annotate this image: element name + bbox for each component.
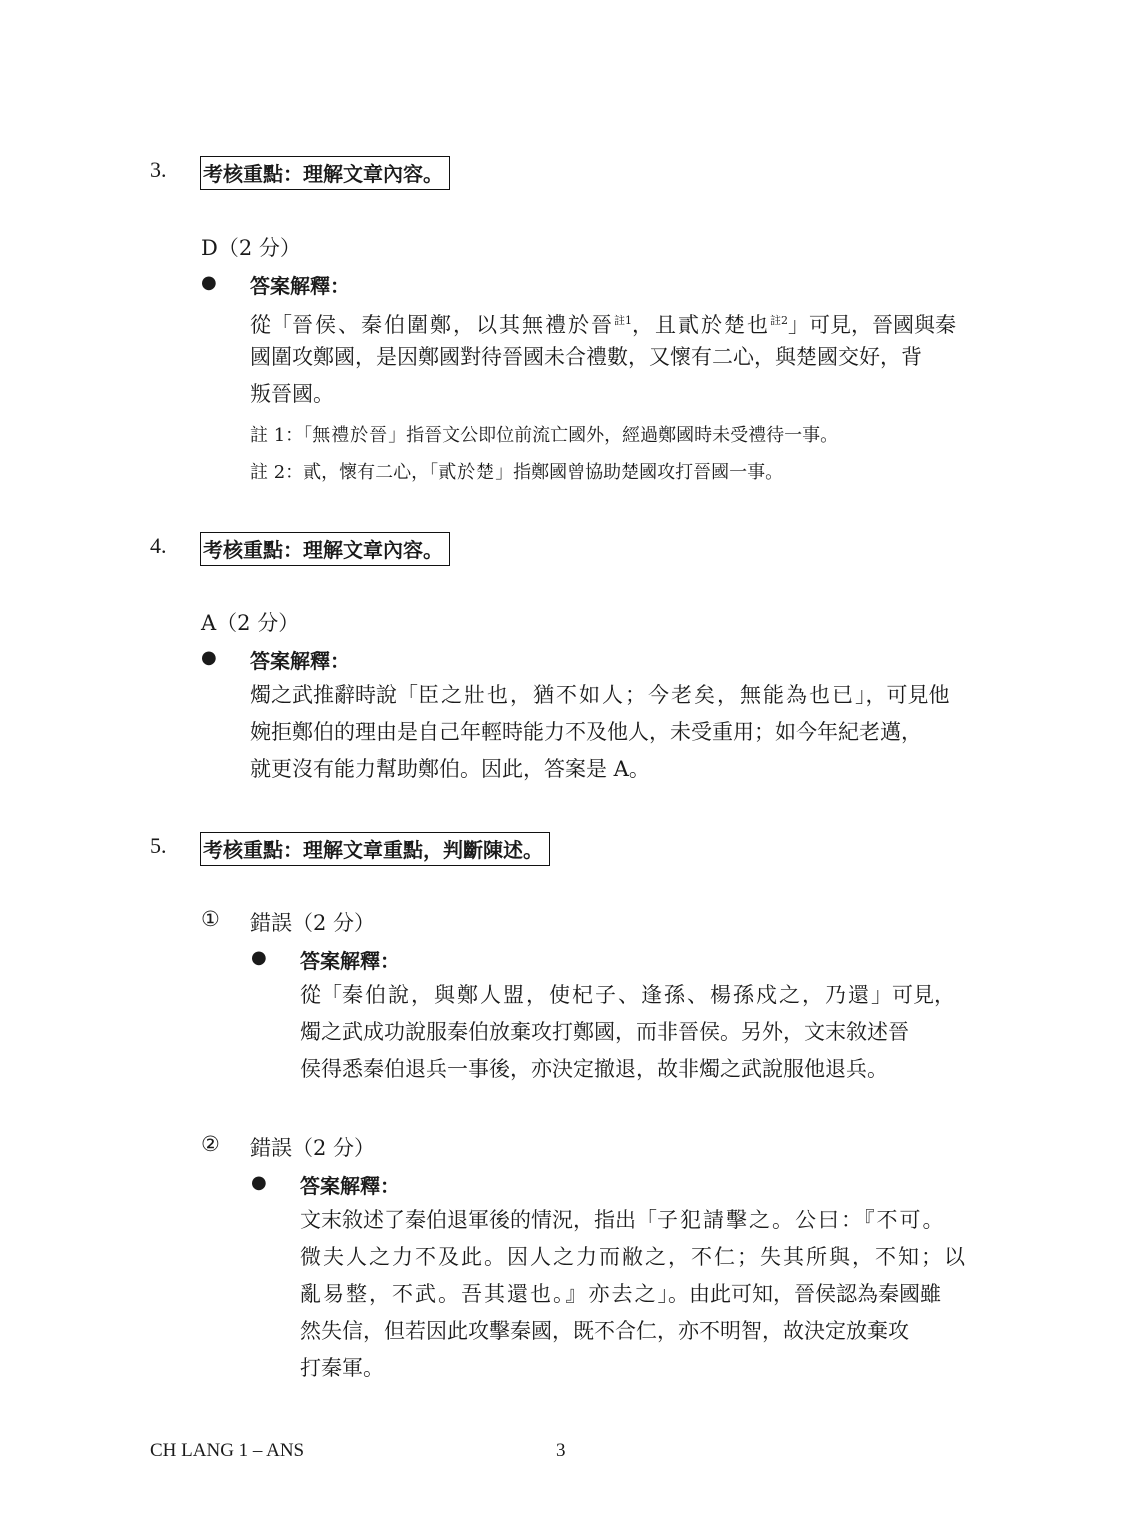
text: 燭之武推辭時說「	[250, 683, 418, 707]
explanation-label: 答案解釋：	[250, 274, 350, 298]
explanation-label: 答案解釋：	[250, 649, 350, 673]
bullet-icon: ●	[201, 647, 217, 668]
item-marker: ①	[201, 907, 220, 931]
explanation-label: 答案解釋：	[300, 1174, 400, 1198]
text: 」，可見他	[855, 683, 950, 707]
classical-quote: 子犯請擊之。公曰：『不可。	[657, 1208, 946, 1232]
text: 」可見，晉國與秦	[788, 313, 956, 337]
answer-value: 錯誤（2 分）	[250, 1136, 376, 1160]
classical-quote: ，且貳於楚也	[632, 313, 770, 337]
paragraph-line	[300, 1202, 967, 1239]
paragraph-line: 國圍攻鄭國，是因鄭國對待晉國未合禮數，又懷有二心，與楚國交好，背	[250, 345, 922, 369]
paragraph-line: 婉拒鄭伯的理由是自己年輕時能力不及他人，未受重用；如今年紀老邁，	[250, 720, 922, 744]
focus-heading-box: 考核重點：理解文章內容。	[200, 532, 450, 566]
focus-heading-box: 考核重點：理解文章重點，判斷陳述。	[200, 832, 550, 866]
classical-quote: 貳於楚	[438, 462, 496, 483]
text: 註 2：貳，懷有二心，「	[250, 462, 439, 483]
answer-value: 錯誤（2 分）	[250, 911, 376, 935]
explanation-paragraph	[250, 677, 950, 788]
paragraph-line: 就更沒有能力幫助鄭伯。因此，答案是 A。	[250, 757, 650, 781]
answer-value: D（2 分）	[201, 236, 301, 260]
footnote-2	[250, 458, 783, 484]
answer-value: A（2 分）	[201, 611, 300, 635]
footnote-1	[250, 421, 838, 447]
classical-quote: 晉侯、秦伯圍鄭，以其無禮於晉	[292, 313, 614, 337]
explanation-label: 答案解釋：	[300, 949, 400, 973]
text: 從「	[300, 983, 342, 1007]
paragraph-line: 燭之武成功說服秦伯放棄攻打鄭國，而非晉侯。另外，文末敘述晉	[300, 1020, 909, 1044]
paragraph-line: 打秦軍。	[300, 1356, 384, 1380]
explanation-paragraph	[250, 302, 956, 413]
bullet-icon: ●	[251, 1172, 267, 1193]
bullet-icon: ●	[251, 947, 267, 968]
question-number: 4.	[150, 533, 167, 558]
classical-quote: 無禮於晉	[312, 425, 389, 446]
text: 從「	[250, 313, 292, 337]
paragraph-line: 微夫人之力不及此。因人之力而敝之，不仁；失其所與，不知；以	[300, 1245, 967, 1269]
paragraph-line	[300, 977, 955, 1014]
text: 註 1：「	[250, 425, 313, 446]
explanation-paragraph	[300, 1202, 967, 1387]
paragraph-line: 叛晉國。	[250, 382, 334, 406]
question-number: 3.	[150, 157, 167, 182]
classical-quote: 秦伯說，與鄭人盟，使杞子、逢孫、楊孫戍之，乃還	[342, 983, 871, 1007]
paragraph-line	[250, 677, 950, 714]
item-marker: ②	[201, 1132, 220, 1156]
classical-quote: 亂易整，不武。吾其還也。』亦去之	[300, 1282, 658, 1306]
footnote-ref: 註1	[614, 314, 632, 327]
paragraph-line: 然失信，但若因此攻擊秦國，既不合仁，亦不明智，故決定放棄攻	[300, 1319, 909, 1343]
text: 」指晉文公即位前流亡國外，經過鄭國時未受禮待一事。	[388, 425, 839, 446]
paragraph-line	[250, 302, 956, 339]
explanation-paragraph	[300, 977, 955, 1088]
focus-heading-box: 考核重點：理解文章內容。	[200, 156, 450, 190]
footnote-ref: 註2	[770, 314, 788, 327]
text: 」。由此可知，晉侯認為秦國雖	[657, 1282, 941, 1306]
classical-quote: 臣之壯也，猶不如人；今老矣，無能為也已	[418, 683, 855, 707]
paragraph-line: 侯得悉秦伯退兵一事後，亦決定撤退，故非燭之武說服他退兵。	[300, 1057, 888, 1081]
text: 」可見，	[871, 983, 955, 1007]
text: 文末敘述了秦伯退軍後的情況，指出「	[300, 1208, 657, 1232]
question-number: 5.	[150, 833, 167, 858]
text: 」指鄭國曾協助楚國攻打晉國一事。	[495, 462, 784, 483]
page-number: 3	[556, 1440, 566, 1461]
bullet-icon: ●	[201, 272, 217, 293]
paragraph-line	[300, 1276, 967, 1313]
footer-code: CH LANG 1 – ANS	[150, 1440, 305, 1461]
